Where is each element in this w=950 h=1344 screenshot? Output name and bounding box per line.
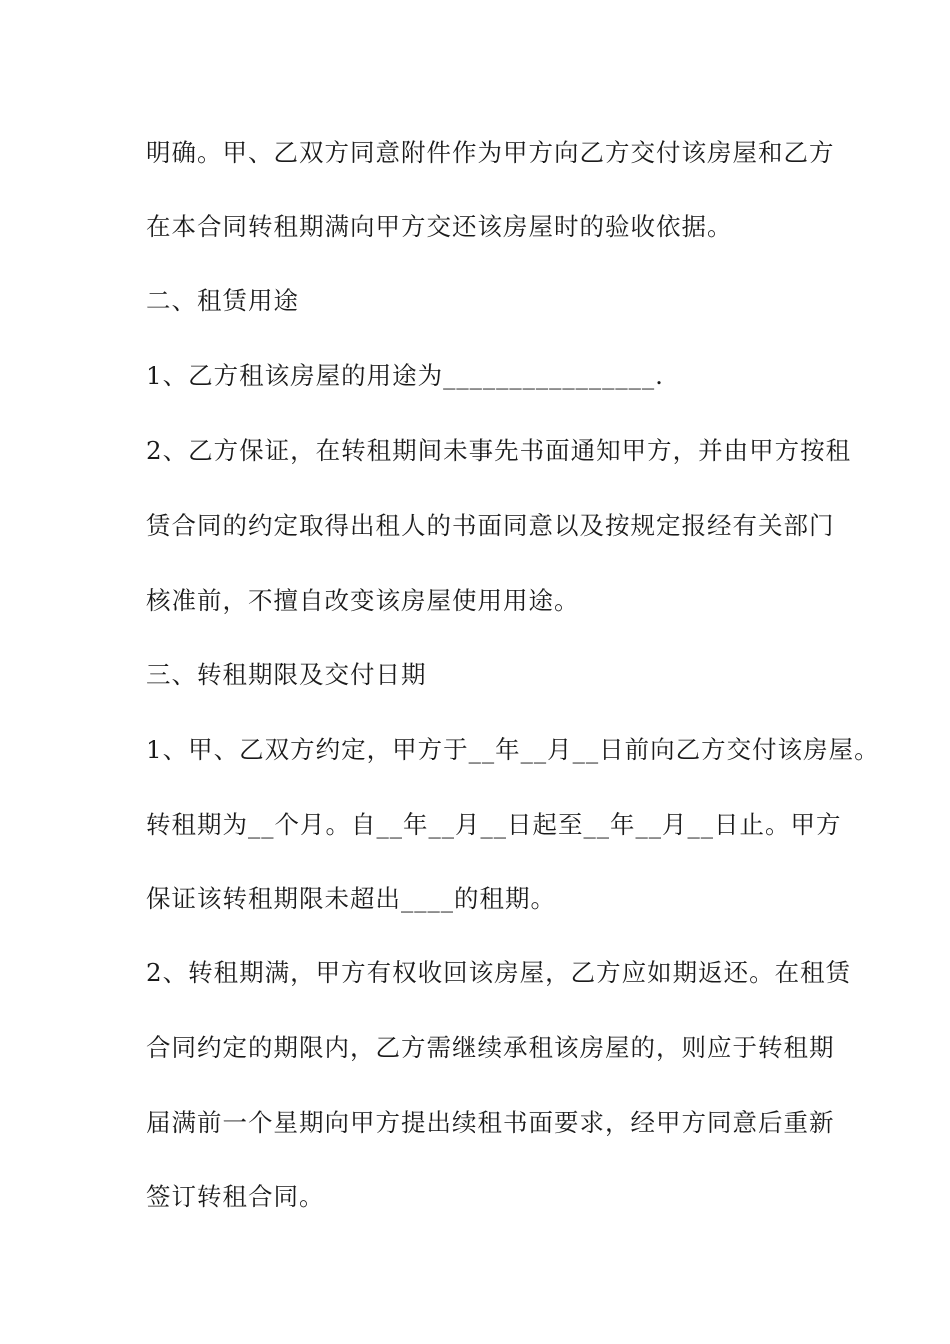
text-line: 2、转租期满，甲方有权收回该房屋，乙方应如期返还。在租赁: [146, 958, 852, 987]
text-line: 1、甲、乙双方约定，甲方于__年__月__日前向乙方交付该房屋。: [146, 735, 880, 764]
section-heading: 二、租赁用途: [146, 286, 299, 315]
text-line: 合同约定的期限内，乙方需继续承租该房屋的，则应于转租期: [146, 1033, 835, 1062]
text-line: 签订转租合同。: [146, 1182, 325, 1211]
text-line: 2、乙方保证，在转租期间未事先书面通知甲方，并由甲方按租: [146, 436, 852, 465]
text-line: 在本合同转租期满向甲方交还该房屋时的验收依据。: [146, 212, 733, 241]
section-heading: 三、转租期限及交付日期: [146, 660, 427, 689]
text-line: 赁合同的约定取得出租人的书面同意以及按规定报经有关部门: [146, 511, 835, 540]
text-line: 核准前，不擅自改变该房屋使用用途。: [146, 586, 580, 615]
text-line: 明确。甲、乙双方同意附件作为甲方向乙方交付该房屋和乙方: [146, 138, 835, 167]
text-line: 1、乙方租该房屋的用途为________________.: [146, 361, 664, 390]
text-line: 转租期为__个月。自__年__月__日起至__年__月__日止。甲方: [146, 810, 842, 839]
text-line: 保证该转租期限未超出____的租期。: [146, 884, 556, 913]
text-line: 届满前一个星期向甲方提出续租书面要求，经甲方同意后重新: [146, 1108, 835, 1137]
